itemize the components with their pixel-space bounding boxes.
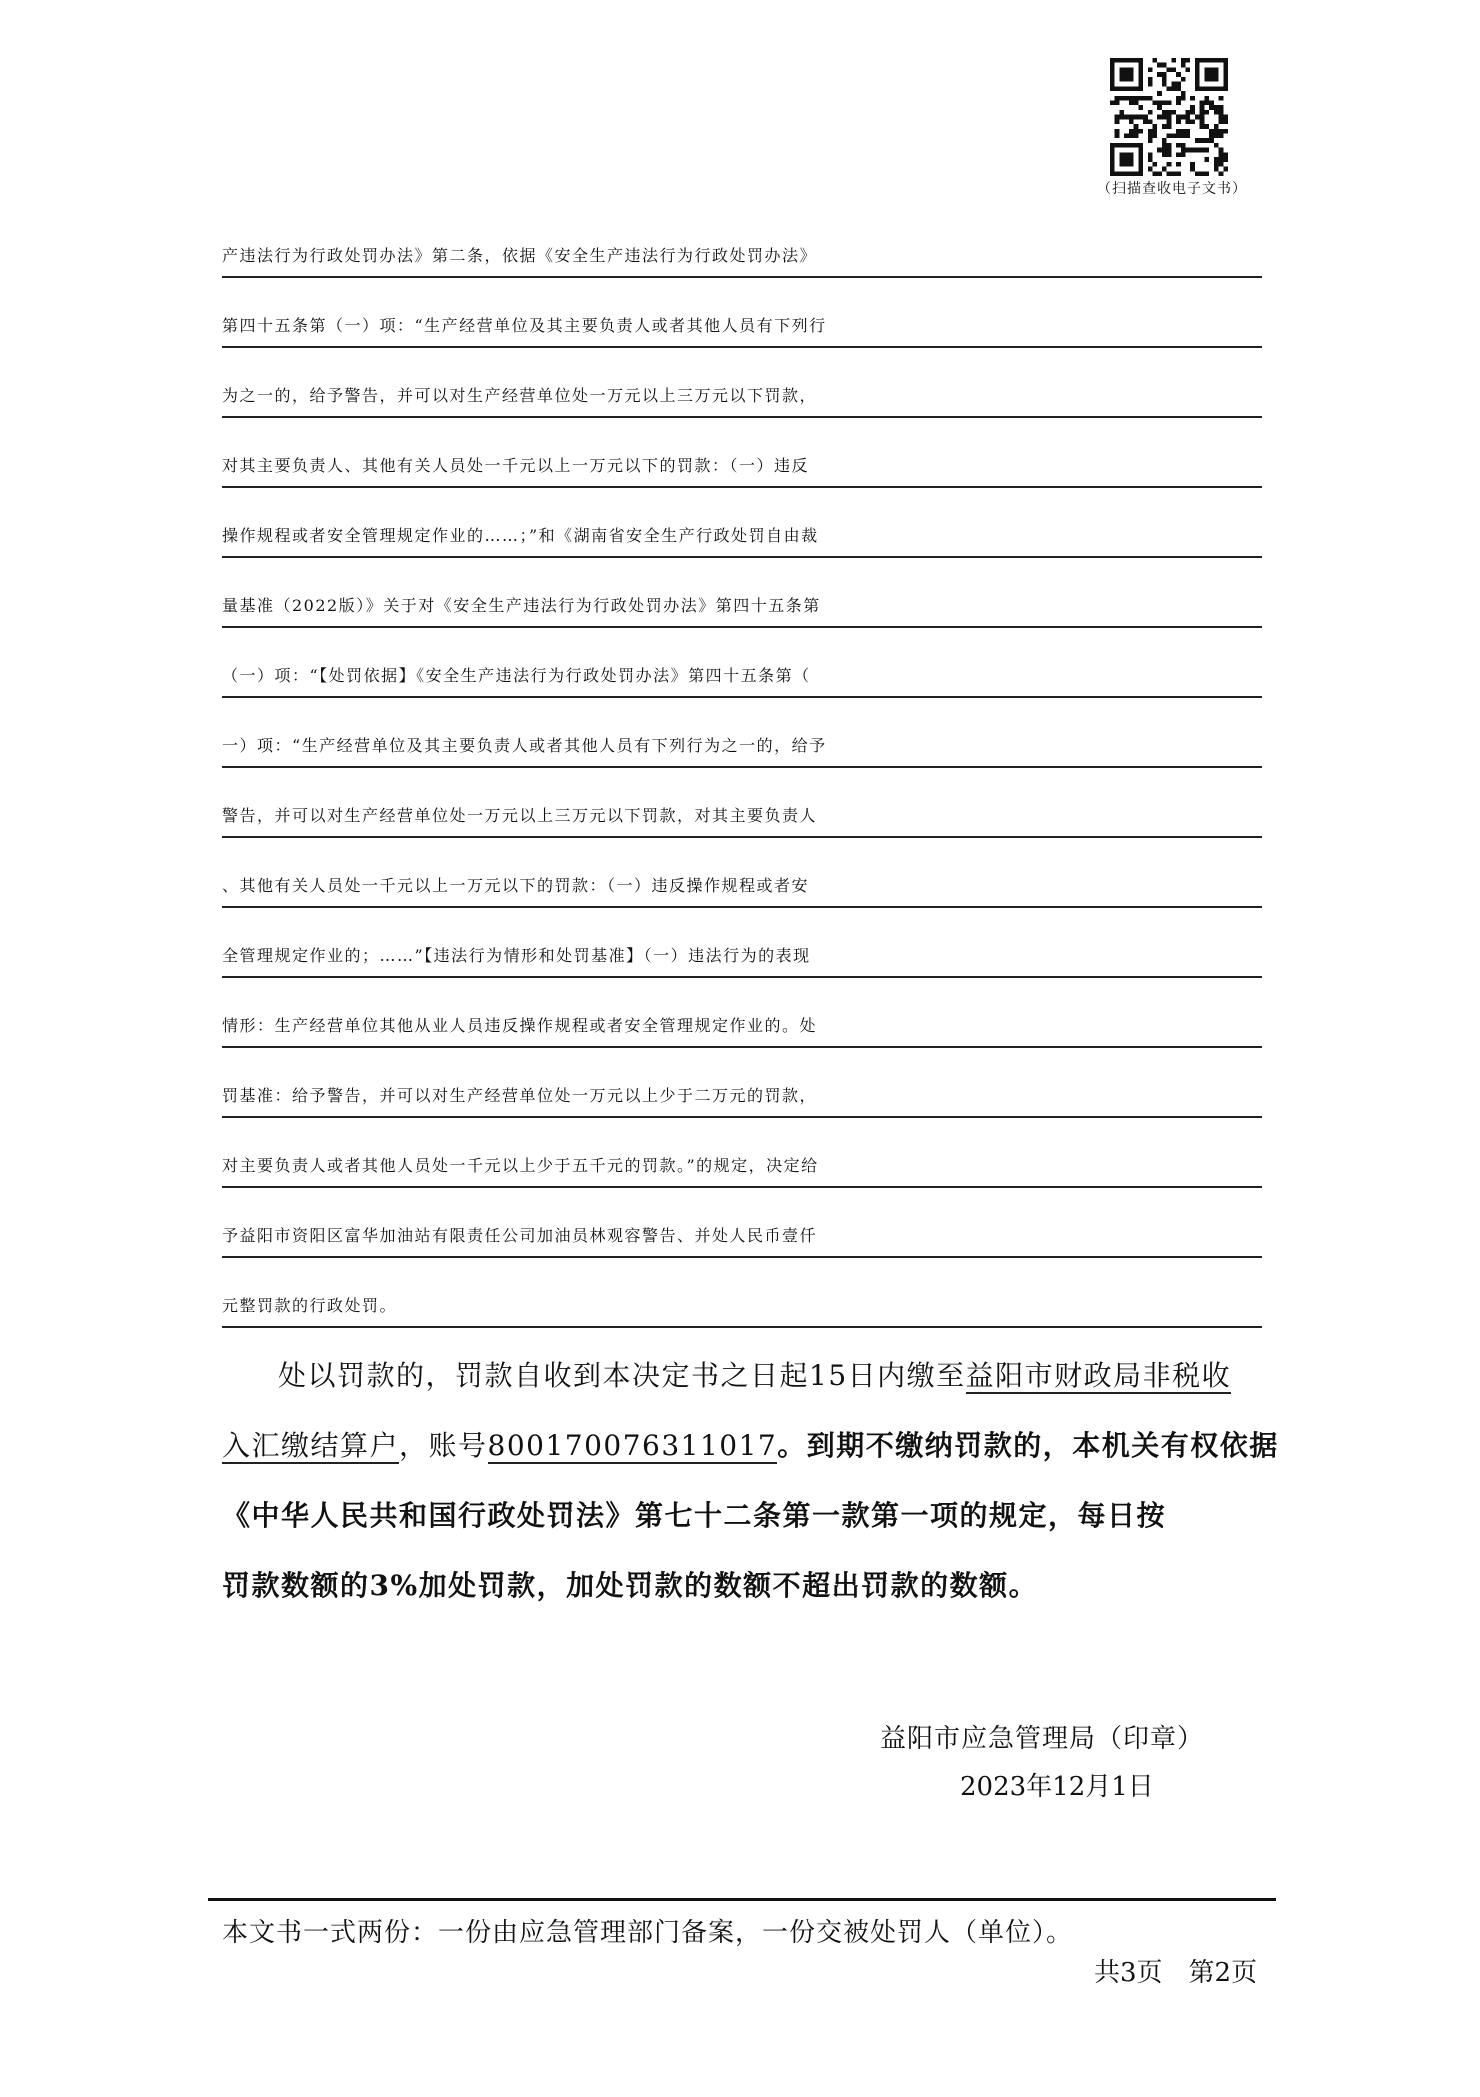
qr-code-icon <box>1110 58 1228 176</box>
legal-basis-line: 第四十五条第（一）项：“生产经营单位及其主要负责人或者其他人员有下列行 <box>222 306 1262 348</box>
legal-basis-line: 一）项：“生产经营单位及其主要负责人或者其他人员有下列行为之一的，给予 <box>222 726 1262 768</box>
issue-date: 2023年12月1日 <box>960 1772 1154 1802</box>
payment-line-4: 罚款数额的3%加处罚款，加处罚款的数额不超出罚款的数额。 <box>222 1569 1039 1602</box>
payment-line-3: 《中华人民共和国行政处罚法》第七十二条第一款第一项的规定，每日按 <box>222 1499 1167 1532</box>
copies-note: 本文书一式两份：一份由应急管理部门备案，一份交被处罚人（单位）。 <box>222 1918 1074 1948</box>
legal-basis-line: 予益阳市资阳区富华加油站有限责任公司加油员林观容警告、并处人民币壹仟 <box>222 1216 1262 1258</box>
payment-line-1 <box>278 1356 1231 1396</box>
qr-caption: （扫描查收电子文书） <box>1097 181 1247 197</box>
legal-basis-line: 罚基准：给予警告，并可以对生产经营单位处一万元以上少于二万元的罚款， <box>222 1076 1262 1118</box>
legal-basis-line: 量基准（2022版）》关于对《安全生产违法行为行政处罚办法》第四十五条第 <box>222 586 1262 628</box>
footer-divider <box>208 1898 1276 1901</box>
legal-basis-line: 对主要负责人或者其他人员处一千元以上少于五千元的罚款。”的规定，决定给 <box>222 1146 1262 1188</box>
legal-basis-line: （一）项：“【处罚依据】《安全生产违法行为行政处罚办法》第四十五条第（ <box>222 656 1262 698</box>
legal-basis-line: 情形：生产经营单位其他从业人员违反操作规程或者安全管理规定作业的。处 <box>222 1006 1262 1048</box>
legal-basis-line: 为之一的，给予警告，并可以对生产经营单位处一万元以上三万元以下罚款， <box>222 376 1262 418</box>
payment-account-label: ，账号 <box>399 1429 488 1462</box>
legal-basis-line: 操作规程或者安全管理规定作业的……；”和《湖南省安全生产行政处罚自由裁 <box>222 516 1262 558</box>
payment-text: 处以罚款的，罚款自收到本决定书之日起15日内缴至 <box>278 1359 966 1392</box>
payment-account-name-cont: 入汇缴结算户 <box>222 1429 400 1462</box>
page-indicator: 共3页 第2页 <box>1094 1958 1258 1988</box>
legal-basis-line: 全管理规定作业的；……”【违法行为情形和处罚基准】（一）违法行为的表现 <box>222 936 1262 978</box>
payment-account-name: 益阳市财政局非税收 <box>965 1359 1232 1392</box>
payment-account-number: 800170076311017 <box>487 1429 778 1462</box>
issuing-authority: 益阳市应急管理局（印章） <box>880 1724 1205 1754</box>
legal-basis-line: 、其他有关人员处一千元以上一万元以下的罚款：（一）违反操作规程或者安 <box>222 866 1262 908</box>
legal-basis-line: 对其主要负责人、其他有关人员处一千元以上一万元以下的罚款：（一）违反 <box>222 446 1262 488</box>
legal-basis-line: 元整罚款的行政处罚。 <box>222 1286 1262 1328</box>
payment-warning: 。到期不缴纳罚款的，本机关有权依据 <box>777 1429 1279 1462</box>
legal-basis-line: 产违法行为行政处罚办法》第二条，依据《安全生产违法行为行政处罚办法》 <box>222 236 1262 278</box>
payment-line-2 <box>222 1426 1279 1466</box>
legal-basis-line: 警告，并可以对生产经营单位处一万元以上三万元以下罚款，对其主要负责人 <box>222 796 1262 838</box>
